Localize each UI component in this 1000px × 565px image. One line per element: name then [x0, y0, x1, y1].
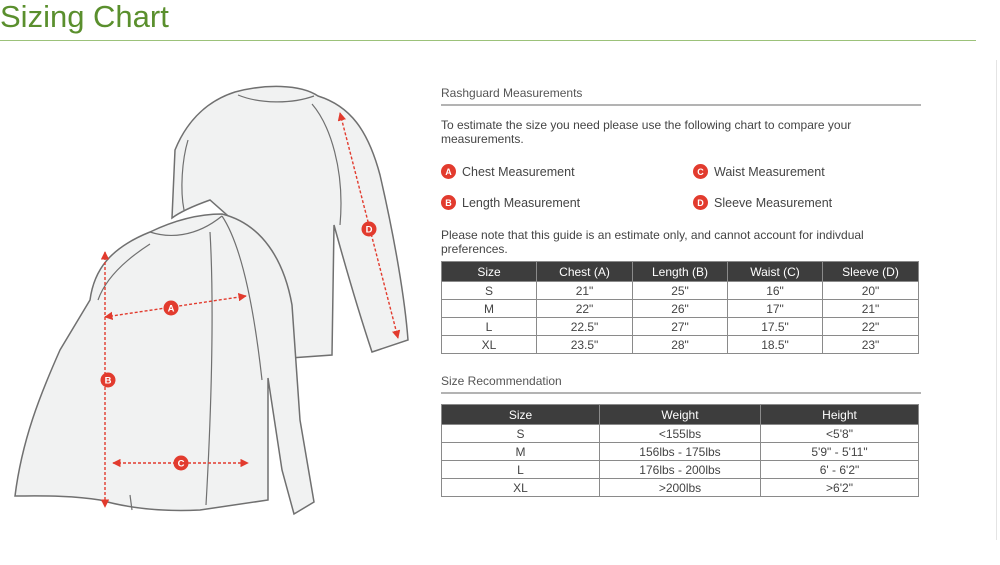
col-header-waist: Waist (C): [728, 262, 823, 282]
cell-height: 5'9" - 5'11": [761, 443, 919, 461]
table-header-row: [442, 262, 919, 282]
cell-size: S: [442, 425, 600, 443]
table-row: [442, 282, 919, 300]
cell-size: L: [442, 318, 537, 336]
cell-length: 25": [633, 282, 728, 300]
table-row: [442, 479, 919, 497]
cell-waist: 16": [728, 282, 823, 300]
legend-label-chest: Chest Measurement: [462, 164, 575, 179]
recommendation-table: [441, 404, 919, 497]
table-header-row: [442, 405, 919, 425]
cell-sleeve: 21": [823, 300, 919, 318]
col-header-size: Size: [442, 405, 600, 425]
legend-label-length: Length Measurement: [462, 195, 581, 210]
col-header-chest: Chest (A): [537, 262, 633, 282]
legend-item-waist: [693, 164, 825, 179]
table-row: [442, 300, 919, 318]
svg-text:D: D: [365, 224, 373, 236]
legend-badge-a: A: [441, 164, 456, 179]
cell-length: 26": [633, 300, 728, 318]
rashguard-illustration: [0, 80, 440, 520]
legend-item-length: [441, 195, 580, 210]
svg-text:A: A: [167, 303, 175, 315]
cell-height: <5'8": [761, 425, 919, 443]
cell-length: 28": [633, 336, 728, 354]
recommendation-heading: Size Recommendation: [441, 374, 921, 394]
cell-size: XL: [442, 336, 537, 354]
legend-item-sleeve: [693, 195, 832, 210]
col-header-weight: Weight: [600, 405, 761, 425]
measurement-legend: [441, 164, 921, 218]
title-divider: [0, 40, 976, 41]
table-row: [442, 318, 919, 336]
marker-a: [164, 301, 179, 316]
marker-c: [174, 456, 189, 471]
cell-size: M: [442, 300, 537, 318]
cell-chest: 22": [537, 300, 633, 318]
cell-chest: 23.5": [537, 336, 633, 354]
measurements-panel: [441, 86, 921, 497]
cell-weight: 176lbs - 200lbs: [600, 461, 761, 479]
cell-size: M: [442, 443, 600, 461]
legend-badge-d: D: [693, 195, 708, 210]
cell-length: 27": [633, 318, 728, 336]
table-row: [442, 336, 919, 354]
cell-chest: 22.5": [537, 318, 633, 336]
table-row: [442, 443, 919, 461]
page-edge-line: [996, 60, 997, 540]
cell-weight: >200lbs: [600, 479, 761, 497]
legend-badge-b: B: [441, 195, 456, 210]
page-title: Sizing Chart: [0, 0, 169, 34]
svg-text:B: B: [104, 375, 112, 387]
legend-label-sleeve: Sleeve Measurement: [714, 195, 833, 210]
estimate-note: Please note that this guide is an estimate only, and cannot account for indivdual preferences.: [441, 228, 864, 256]
legend-item-chest: [441, 164, 575, 179]
cell-weight: 156lbs - 175lbs: [600, 443, 761, 461]
front-shirt-outline: [15, 214, 314, 514]
cell-waist: 18.5": [728, 336, 823, 354]
cell-waist: 17": [728, 300, 823, 318]
intro-text: To estimate the size you need please use the following chart to compare your measurements.: [441, 118, 852, 146]
cell-size: L: [442, 461, 600, 479]
cell-size: XL: [442, 479, 600, 497]
cell-waist: 17.5": [728, 318, 823, 336]
cell-sleeve: 22": [823, 318, 919, 336]
measurements-heading: Rashguard Measurements: [441, 86, 921, 106]
svg-text:C: C: [177, 458, 185, 470]
cell-height: 6' - 6'2": [761, 461, 919, 479]
col-header-size: Size: [442, 262, 537, 282]
cell-sleeve: 23": [823, 336, 919, 354]
marker-b: [101, 373, 116, 388]
col-header-length: Length (B): [633, 262, 728, 282]
cell-height: >6'2": [761, 479, 919, 497]
cell-weight: <155lbs: [600, 425, 761, 443]
cell-size: S: [442, 282, 537, 300]
cell-sleeve: 20": [823, 282, 919, 300]
col-header-height: Height: [761, 405, 919, 425]
legend-badge-c: C: [693, 164, 708, 179]
table-row: [442, 425, 919, 443]
marker-d: [362, 222, 377, 237]
legend-label-waist: Waist Measurement: [714, 164, 825, 179]
cell-chest: 21": [537, 282, 633, 300]
col-header-sleeve: Sleeve (D): [823, 262, 919, 282]
table-row: [442, 461, 919, 479]
measurements-table: [441, 261, 919, 354]
